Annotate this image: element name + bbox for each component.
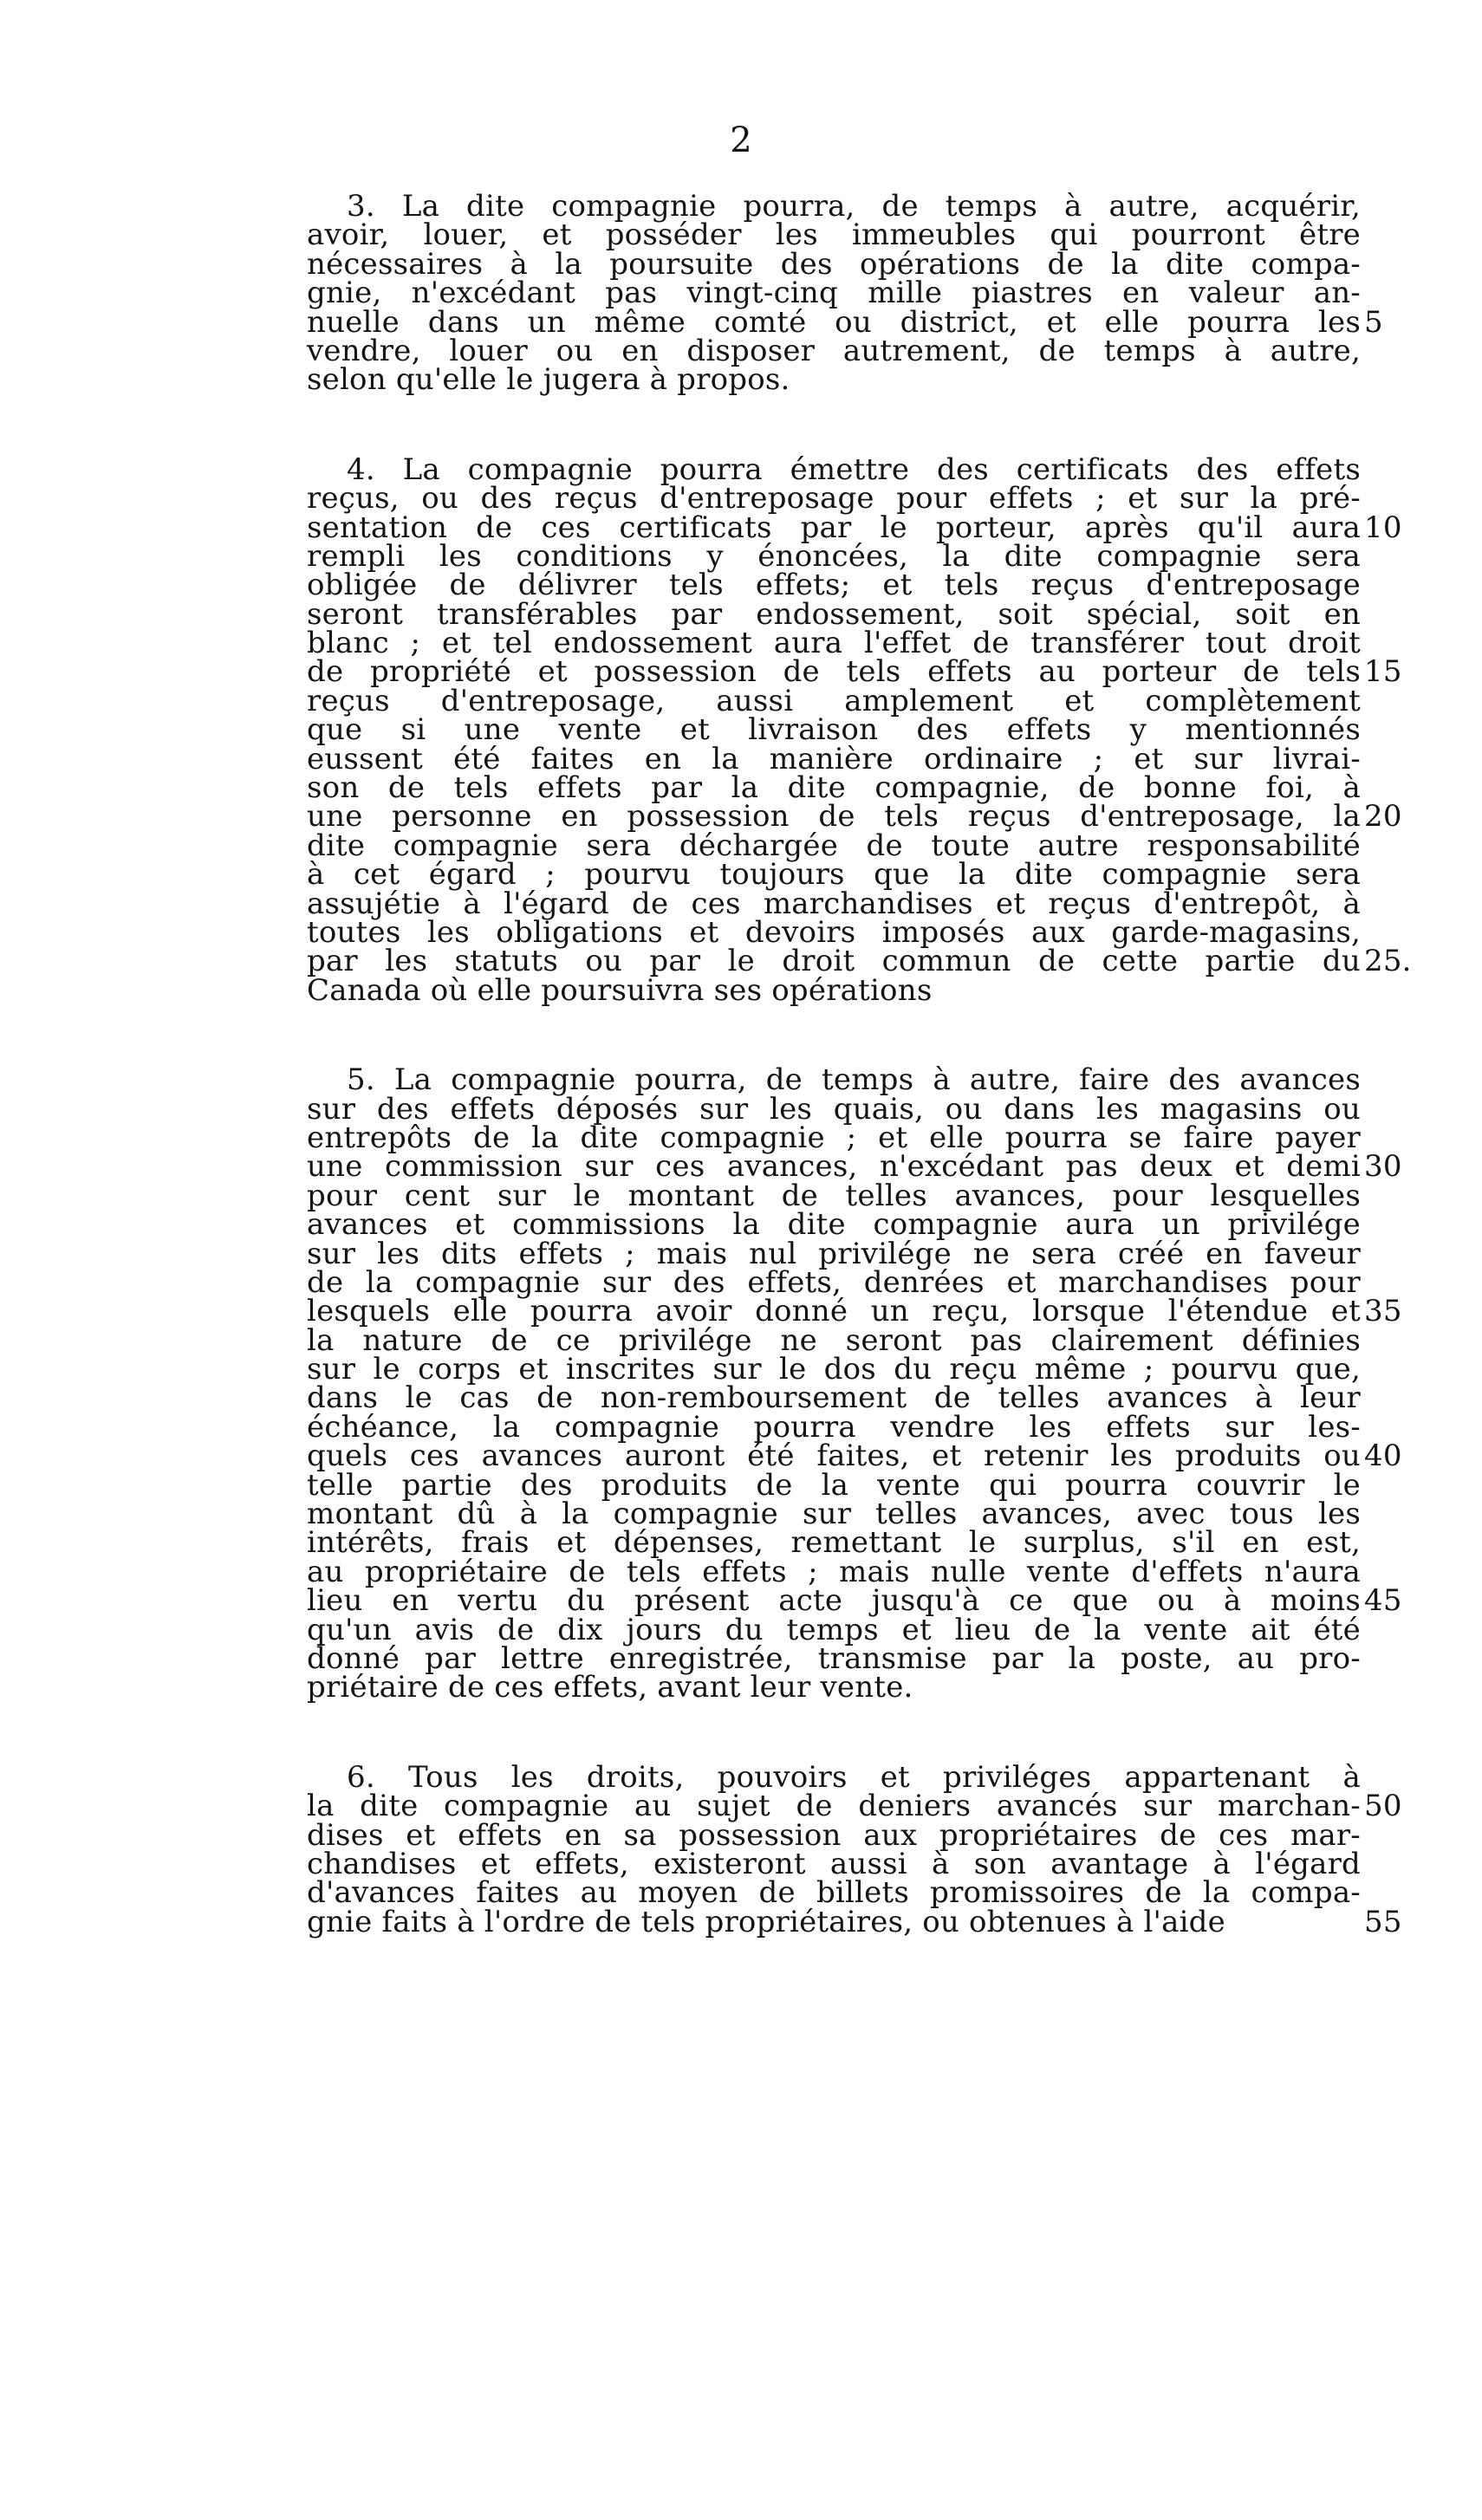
line-text: pour cent sur le montant de telles avances, pour lesquelles (307, 1178, 1361, 1213)
line-text: la nature de ce privilége ne seront pas clairement définies (307, 1322, 1361, 1358)
text-line (307, 189, 1361, 224)
line-text: dans le cas de non-remboursement de telles avances à leur (307, 1380, 1361, 1416)
margin-line-number: 15 (1364, 654, 1402, 690)
line-text: nuelle dans un même comté ou district, et elle pourra les (307, 304, 1361, 340)
text-line (307, 886, 1361, 921)
text-line (307, 1322, 1361, 1358)
text-line (307, 972, 1361, 1008)
line-text: nécessaires à la poursuite des opérations de la dite compa- (307, 246, 1361, 282)
section-paragraph (307, 1759, 1402, 1939)
line-text: par les statuts ou par le droit commun de cette partie du (307, 944, 1361, 979)
text-line (307, 1789, 1402, 1824)
text-line (307, 1817, 1361, 1853)
line-text: gnie faits à l'ordre de tels propriétaires, ou obtenues à l'aide (307, 1904, 1225, 1939)
text-line (307, 1409, 1361, 1445)
line-text: Canada où elle poursuivra ses opérations (307, 972, 933, 1008)
text-line (307, 799, 1402, 835)
line-text: sur les dits effets ; mais nul privilége ne sera créé en faveur (307, 1236, 1361, 1271)
line-text: dite compagnie sera déchargée de toute autre responsabilité (307, 828, 1361, 863)
line-text: eussent été faites en la manière ordinaire ; et sur livrai- (307, 741, 1361, 776)
text-line (307, 944, 1412, 979)
text-line (307, 1583, 1402, 1619)
text-line (307, 1091, 1361, 1127)
line-text: vendre, louer ou en disposer autrement, de temps à autre, (307, 333, 1361, 368)
text-line (307, 1846, 1361, 1881)
text-line (307, 538, 1361, 574)
line-text: chandises et effets, existeront aussi à son avantage à l'égard (307, 1846, 1361, 1881)
margin-line-number: 35 (1364, 1294, 1402, 1329)
line-text: lesquels elle pourra avoir donné un reçu, lorsque l'étendue et (307, 1294, 1361, 1329)
line-text: sur des effets déposés sur les quais, ou dans les magasins ou (307, 1091, 1361, 1127)
line-text: de propriété et possession de tels effets au porteur de tels (307, 654, 1361, 690)
document-body (307, 189, 1412, 1997)
line-text: rempli les conditions y énoncées, la dite compagnie sera (307, 538, 1361, 574)
text-line (307, 654, 1402, 690)
line-text: échéance, la compagnie pourra vendre les effets sur les- (307, 1409, 1361, 1445)
text-line (307, 1120, 1361, 1155)
line-text: avoir, louer, et posséder les immeubles qui pourront être (307, 218, 1361, 253)
text-line (307, 741, 1361, 776)
line-text: 6. Tous les droits, pouvoirs et priviléges appartenant à (347, 1759, 1361, 1795)
text-line (307, 1497, 1361, 1532)
line-text: que si une vente et livraison des effets y mentionnés (307, 712, 1361, 748)
text-line (307, 1264, 1361, 1300)
line-text: telle partie des produits de la vente qui pourra couvrir le (307, 1467, 1361, 1503)
line-text: intérêts, frais et dépenses, remettant le surplus, s'il en est, (307, 1525, 1361, 1561)
margin-line-number: 55 (1364, 1904, 1402, 1939)
margin-line-number: 25. (1364, 944, 1412, 979)
text-line (307, 1352, 1361, 1387)
line-text: lieu en vertu du présent acte jusqu'à ce que ou à moins (307, 1583, 1361, 1619)
line-text: toutes les obligations et devoirs imposés aux garde-magasins, (307, 914, 1361, 950)
text-line (307, 510, 1402, 545)
text-line (307, 333, 1361, 368)
line-text: qu'un avis de dix jours du temps et lieu de la vente ait été (307, 1612, 1361, 1647)
text-line (307, 1149, 1402, 1185)
text-line (307, 1467, 1361, 1503)
text-line (307, 1640, 1361, 1676)
line-text: 4. La compagnie pourra émettre des certificats des effets (347, 451, 1361, 487)
text-line (307, 1670, 1361, 1705)
line-text: blanc ; et tel endossement aura l'effet de transférer tout droit (307, 626, 1361, 661)
line-text: selon qu'elle le jugera à propos. (307, 362, 790, 398)
text-line (307, 1380, 1361, 1416)
margin-line-number: 20 (1364, 799, 1402, 835)
margin-line-number: 30 (1364, 1149, 1402, 1185)
text-line (307, 712, 1361, 748)
line-text: son de tels effets par la dite compagnie, de bonne foi, à (307, 770, 1361, 806)
page-number: 2 (730, 120, 752, 160)
text-line (307, 218, 1361, 253)
text-line (307, 1236, 1361, 1271)
line-text: reçus d'entreposage, aussi amplement et complètement (307, 683, 1361, 718)
line-text: avances et commissions la dite compagnie aura un privilége (307, 1207, 1361, 1243)
margin-line-number: 40 (1364, 1439, 1402, 1474)
margin-line-number: 45 (1364, 1583, 1402, 1619)
text-line (307, 914, 1361, 950)
text-line (307, 276, 1361, 311)
text-line (307, 1759, 1361, 1795)
text-line (307, 828, 1361, 863)
line-text: sentation de ces certificats par le porteur, après qu'il aura (307, 510, 1361, 545)
line-text: montant dû à la compagnie sur telles avances, avec tous les (307, 1497, 1361, 1532)
line-text: obligée de délivrer tels effets; et tels reçus d'entreposage (307, 568, 1361, 603)
text-line (307, 451, 1361, 487)
line-text: donné par lettre enregistrée, transmise par la poste, au pro- (307, 1640, 1361, 1676)
text-line (307, 1439, 1402, 1474)
text-line (307, 1554, 1361, 1589)
text-line (307, 770, 1361, 806)
line-text: d'avances faites au moyen de billets promissoires de la compa- (307, 1875, 1361, 1911)
text-line (307, 1904, 1402, 1939)
line-text: 3. La dite compagnie pourra, de temps à autre, acquérir, (347, 189, 1361, 224)
section-paragraph (307, 1062, 1402, 1705)
text-line (307, 626, 1361, 661)
text-line (307, 246, 1361, 282)
line-text: une personne en possession de tels reçus d'entreposage, la (307, 799, 1361, 835)
text-line (307, 481, 1361, 516)
section-paragraph (307, 189, 1383, 398)
text-line (307, 857, 1361, 893)
margin-line-number: 50 (1364, 1789, 1402, 1824)
text-line (307, 596, 1361, 632)
line-text: 5. La compagnie pourra, de temps à autre, faire des avances (347, 1062, 1361, 1098)
line-text: dises et effets en sa possession aux propriétaires de ces mar- (307, 1817, 1361, 1853)
line-text: quels ces avances auront été faites, et retenir les produits ou (307, 1439, 1361, 1474)
section-paragraph (307, 451, 1412, 1008)
text-line (307, 1178, 1361, 1213)
line-text: la dite compagnie au sujet de deniers avancés sur marchan- (307, 1789, 1361, 1824)
line-text: sur le corps et inscrites sur le dos du reçu même ; pourvu que, (307, 1352, 1361, 1387)
line-text: entrepôts de la dite compagnie ; et elle pourra se faire payer (307, 1120, 1361, 1155)
margin-line-number: 10 (1364, 510, 1402, 545)
text-line (307, 568, 1361, 603)
text-line (307, 683, 1361, 718)
text-line (307, 1062, 1361, 1098)
line-text: seront transférables par endossement, soit spécial, soit en (307, 596, 1361, 632)
text-line (307, 362, 1361, 398)
text-line (307, 1207, 1361, 1243)
text-line (307, 1294, 1402, 1329)
line-text: reçus, ou des reçus d'entreposage pour effets ; et sur la pré- (307, 481, 1361, 516)
line-text: priétaire de ces effets, avant leur vente. (307, 1670, 913, 1705)
line-text: au propriétaire de tels effets ; mais nulle vente d'effets n'aura (307, 1554, 1361, 1589)
text-line (307, 1525, 1361, 1561)
line-text: de la compagnie sur des effets, denrées et marchandises pour (307, 1264, 1361, 1300)
text-line (307, 1875, 1361, 1911)
line-text: une commission sur ces avances, n'excédant pas deux et demi (307, 1149, 1361, 1185)
margin-line-number: 5 (1364, 304, 1383, 340)
line-text: gnie, n'excédant pas vingt-cinq mille piastres en valeur an- (307, 276, 1361, 311)
line-text: à cet égard ; pourvu toujours que la dite compagnie sera (307, 857, 1361, 893)
text-line (307, 304, 1383, 340)
line-text: assujétie à l'égard de ces marchandises et reçus d'entrepôt, à (307, 886, 1361, 921)
text-line (307, 1612, 1361, 1647)
